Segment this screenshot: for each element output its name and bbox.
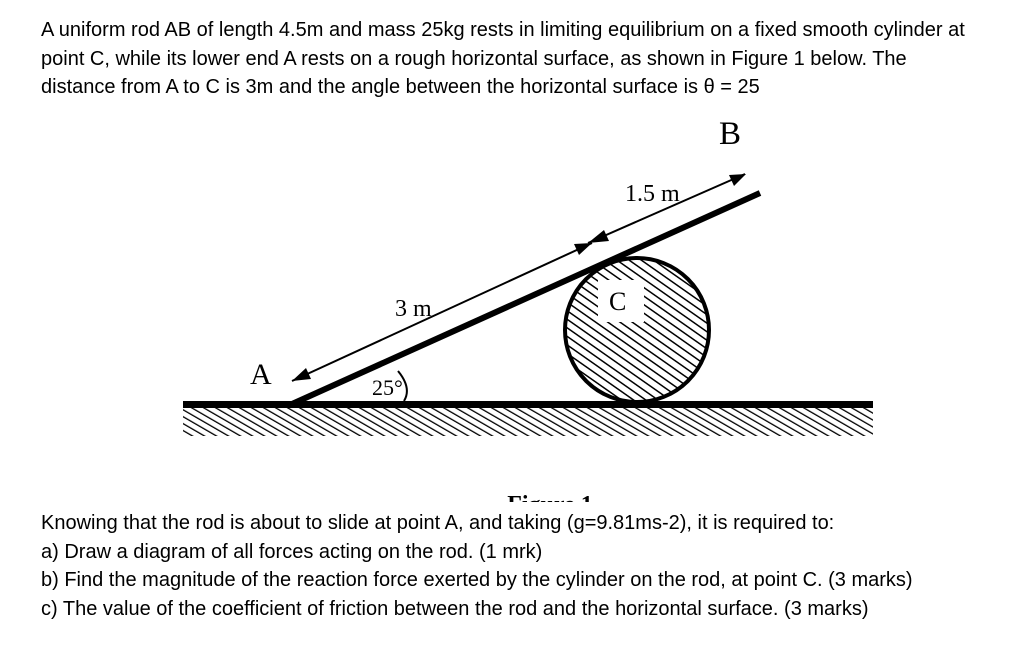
- dimension-ac: [292, 243, 592, 381]
- problem-paragraph: A uniform rod AB of length 4.5m and mass 25kg rests in limiting equilibrium on a fixed smooth cylinder at point C, while its lower end A rests on a rough horizontal surface, as shown in Figure 1 below. The distance from A to C is 3m and the angle between the horizontal surface is θ = 25: [41, 19, 965, 98]
- length-ac-label: 3 m: [395, 296, 432, 322]
- figure-caption: Figure 1: [507, 492, 593, 518]
- length-cb-label: 1.5 m: [625, 181, 680, 207]
- label-a: A: [250, 358, 272, 391]
- label-b: B: [719, 116, 742, 152]
- angle-label: 25°: [372, 375, 403, 400]
- task-part-b: b) Find the magnitude of the reaction force exerted by the cylinder on the rod, at point C. (3 marks): [41, 569, 913, 591]
- task-part-c: c) The value of the coefficient of friction between the rod and the horizontal surface. (3 marks): [41, 597, 869, 620]
- task-part-a: a) Draw a diagram of all forces acting on the rod. (1 mrk): [41, 540, 543, 563]
- ground-surface: [183, 401, 873, 436]
- cylinder: [565, 258, 709, 402]
- task-lead: Knowing that the rod is about to slide at point A, and taking (g=9.81ms-2), it is required to:: [41, 512, 835, 534]
- label-c: C: [609, 287, 627, 316]
- task-list: [41, 509, 991, 623]
